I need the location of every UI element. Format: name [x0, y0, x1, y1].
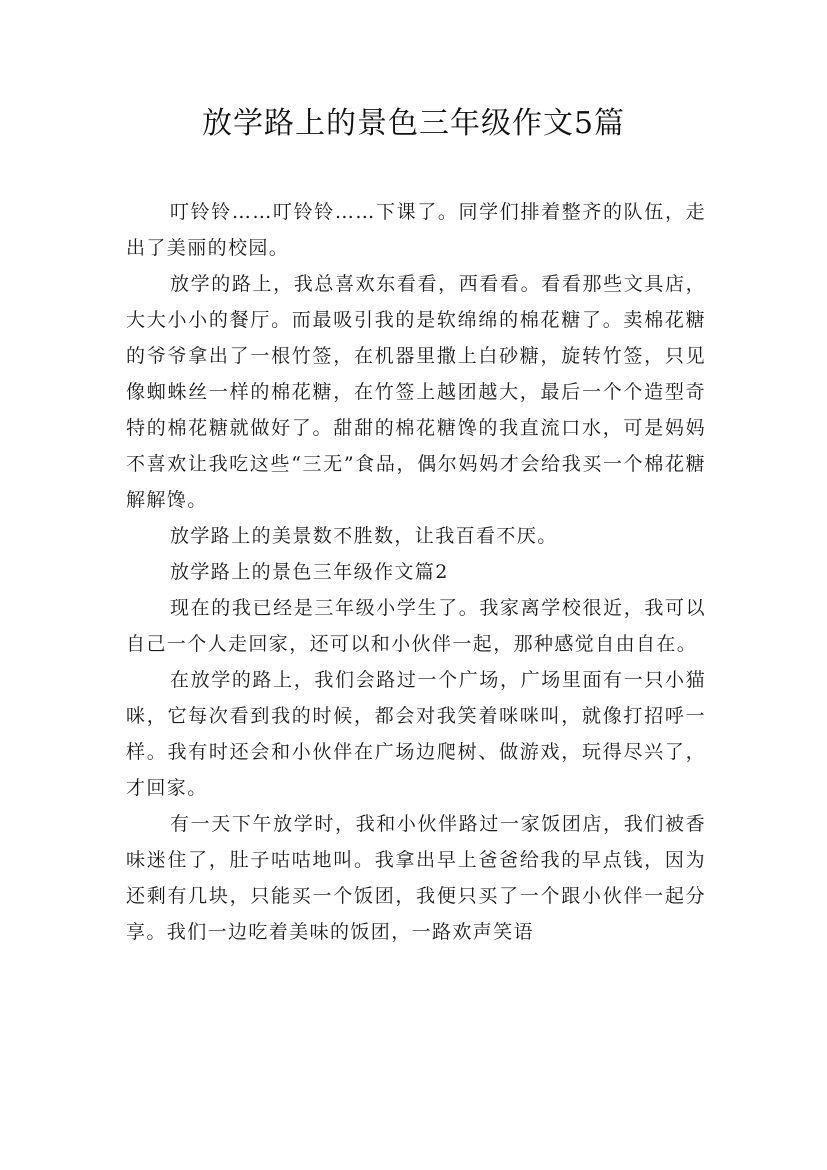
- paragraph-5: 在放学的路上，我们会路过一个广场，广场里面有一只小猫咪，它每次看到我的时候，都会对我笑着咪咪叫，就像打招呼一样。我有时还会和小伙伴在广场边爬树、做游戏，玩得尽兴了，才回家。: [126, 669, 706, 799]
- paragraph-2: 放学的路上，我总喜欢东看看，西看看。看看那些文具店，大大小小的餐厅。而最吸引我的是软绵绵的棉花糖了。卖棉花糖的爷爷拿出了一根竹签，在机器里撒上白砂糖，旋转竹签，只见像蜘蛛丝一样的棉花糖，在竹签上越团越大，最后一个个造型奇特的棉花糖就做好了。甜甜的棉花糖馋的我直流口水，可是妈妈不喜欢让我吃这些“三无”食品，偶尔妈妈才会给我买一个棉花糖解解馋。: [126, 273, 706, 511]
- paragraph-4: 现在的我已经是三年级小学生了。我家离学校很近，我可以自己一个人走回家，还可以和小伙伴一起，那种感觉自由自在。: [126, 597, 706, 655]
- paragraph-3: 放学路上的美景数不胜数，让我百看不厌。: [170, 525, 558, 547]
- section-heading-2: 放学路上的景色三年级作文篇2: [170, 561, 449, 583]
- document-title: 放学路上的景色三年级作文5篇: [201, 106, 626, 141]
- document-body: [126, 194, 706, 950]
- paragraph-1: 叮铃铃……叮铃铃……下课了。同学们排着整齐的队伍，走出了美丽的校园。: [126, 201, 706, 259]
- paragraph-6: 有一天下午放学时，我和小伙伴路过一家饭团店，我们被香味迷住了，肚子咕咕地叫。我拿出早上爸爸给我的早点钱，因为还剩有几块，只能买一个饭团，我便只买了一个跟小伙伴一起分享。我们一边吃着美味的饭团，一路欢声笑语: [126, 813, 706, 943]
